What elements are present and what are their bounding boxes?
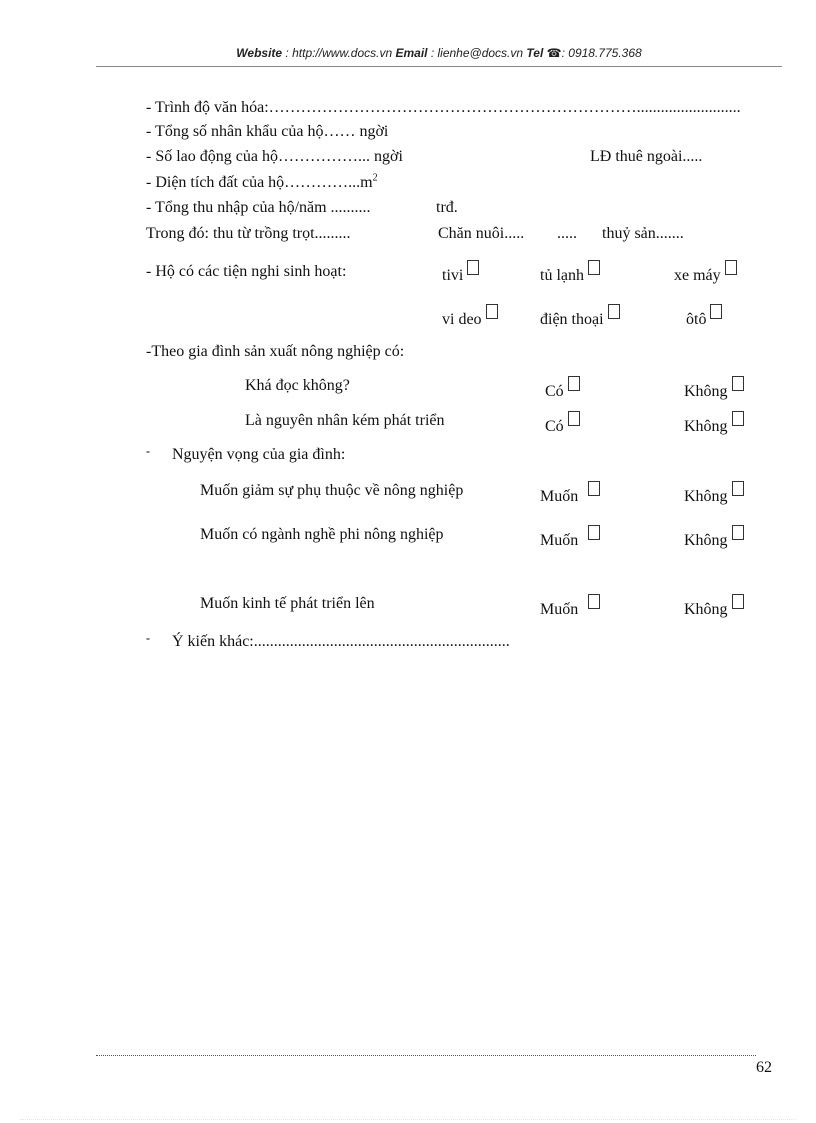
website-url: : http://www.docs.vn xyxy=(282,46,396,60)
amenity-car xyxy=(686,304,722,330)
agri-q1: Khá đọc không? xyxy=(245,377,350,394)
amenities-label: - Hộ có các tiện nghi sinh hoạt: xyxy=(146,263,347,280)
tel-label: Tel xyxy=(526,46,544,60)
car-checkbox[interactable] xyxy=(710,304,722,319)
asp3-want xyxy=(540,594,600,620)
email-label: Email xyxy=(395,46,428,60)
asp2-want-checkbox[interactable] xyxy=(588,525,600,540)
agri-q1-yes xyxy=(545,376,580,402)
website-label: Website xyxy=(236,46,283,60)
agri-q1-no xyxy=(684,376,744,402)
agri-q1-no-checkbox[interactable] xyxy=(732,376,744,391)
education-line: - Trình độ văn hóa:…………………………………………………………….......................... xyxy=(146,99,741,116)
asp3-no-label: Không xyxy=(684,601,728,618)
asp2-want xyxy=(540,525,600,551)
asp3-no xyxy=(684,594,744,620)
fridge-checkbox[interactable] xyxy=(588,260,600,275)
amenity-phone-label: điện thoại xyxy=(540,311,604,328)
income-dots: ..... xyxy=(557,225,577,242)
agri-q2: Là nguyên nhân kém phát triển xyxy=(245,412,445,429)
agri-q2-yes-checkbox[interactable] xyxy=(568,411,580,426)
asp1-want-checkbox[interactable] xyxy=(588,481,600,496)
tel-number: : 0918.775.368 xyxy=(561,46,642,60)
agri-q1-no-label: Không xyxy=(684,383,728,400)
asp1-no-checkbox[interactable] xyxy=(732,481,744,496)
income-line: - Tổng thu nhập của hộ/năm .......... xyxy=(146,199,371,216)
page-header xyxy=(96,46,782,64)
hired-labor-line: LĐ thuê ngoài..... xyxy=(590,148,703,165)
income-livestock: Chăn nuôi..... xyxy=(438,225,525,242)
agri-q2-no xyxy=(684,411,744,437)
land-area-text: - Diện tích đất của hộ…………...m xyxy=(146,174,373,191)
asp2-no-label: Không xyxy=(684,532,728,549)
land-area-line xyxy=(146,173,378,193)
asp3-no-checkbox[interactable] xyxy=(732,594,744,609)
agri-q2-yes-label: Có xyxy=(545,418,564,435)
household-size-line: - Tổng số nhân khẩu của hộ…… ngời xyxy=(146,123,389,140)
income-fishery: thuỷ sản....... xyxy=(602,225,684,242)
agri-q1-yes-label: Có xyxy=(545,383,564,400)
asp1-want-label: Muốn xyxy=(540,488,579,505)
amenity-motorbike xyxy=(674,260,737,286)
amenity-video xyxy=(442,304,498,330)
other-opinion: Ý kiến khác:................................................................ xyxy=(172,633,510,650)
land-area-sup: 2 xyxy=(372,172,378,184)
amenity-tv-label: tivi xyxy=(442,267,464,284)
agri-question: -Theo gia đình sản xuất nông nghiệp có: xyxy=(146,343,405,360)
asp2-no xyxy=(684,525,744,551)
amenity-video-label: vi deo xyxy=(442,311,482,328)
asp3-want-checkbox[interactable] xyxy=(588,594,600,609)
asp2-want-label: Muốn xyxy=(540,532,579,549)
asp1-no-label: Không xyxy=(684,488,728,505)
footer-rule xyxy=(96,1055,756,1056)
other-bullet: - xyxy=(146,631,150,645)
amenity-phone xyxy=(540,304,620,330)
motorbike-checkbox[interactable] xyxy=(725,260,737,275)
page-number: 62 xyxy=(756,1059,772,1076)
aspiration-3: Muốn kinh tế phát triển lên xyxy=(200,595,375,612)
bottom-divider xyxy=(20,1119,796,1120)
labor-count-line: - Số lao động của hộ……………... ngời xyxy=(146,148,403,165)
video-checkbox[interactable] xyxy=(486,304,498,319)
aspiration-bullet: - xyxy=(146,444,150,458)
amenity-tv xyxy=(442,260,479,286)
agri-q2-no-label: Không xyxy=(684,418,728,435)
asp3-want-label: Muốn xyxy=(540,601,579,618)
email-address: : lienhe@docs.vn xyxy=(427,46,527,60)
header-rule xyxy=(96,66,782,67)
aspiration-2: Muốn có ngành nghề phi nông nghiệp xyxy=(200,526,444,543)
amenity-fridge-label: tủ lạnh xyxy=(540,267,584,284)
asp1-want xyxy=(540,481,600,507)
asp2-no-checkbox[interactable] xyxy=(732,525,744,540)
amenity-motorbike-label: xe máy xyxy=(674,267,721,284)
aspiration-label: Nguyện vọng của gia đình: xyxy=(172,446,346,463)
amenity-fridge xyxy=(540,260,600,286)
asp1-no xyxy=(684,481,744,507)
phone-icon: ☎ xyxy=(546,46,562,60)
phone-checkbox[interactable] xyxy=(608,304,620,319)
amenity-car-label: ôtô xyxy=(686,311,707,328)
agri-q1-yes-checkbox[interactable] xyxy=(568,376,580,391)
tv-checkbox[interactable] xyxy=(467,260,479,275)
income-crops: Trong đó: thu từ trồng trọt......... xyxy=(146,225,351,242)
agri-q2-yes xyxy=(545,411,580,437)
income-unit: trđ. xyxy=(436,199,458,216)
agri-q2-no-checkbox[interactable] xyxy=(732,411,744,426)
aspiration-1: Muốn giảm sự phụ thuộc về nông nghiệp xyxy=(200,482,464,499)
